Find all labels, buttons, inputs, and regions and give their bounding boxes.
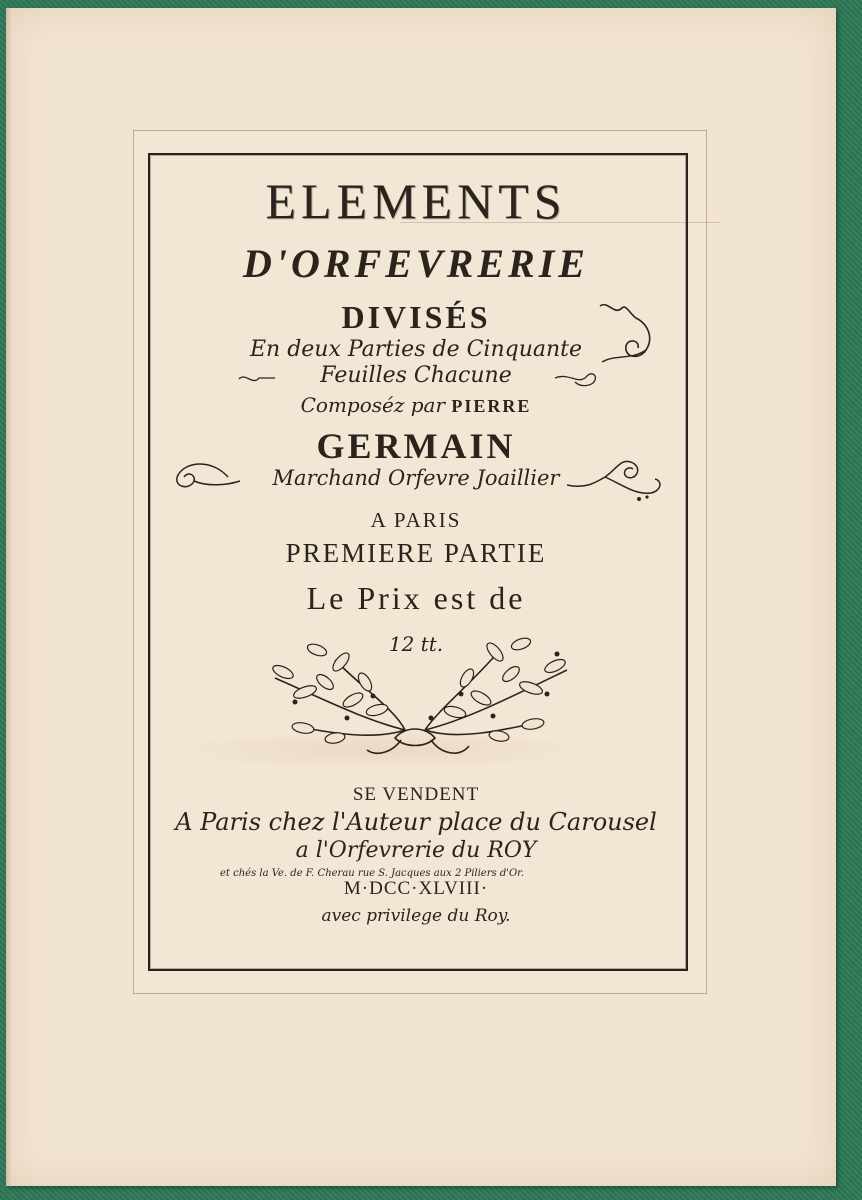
address-line-1: A Paris chez l'Auteur place du Carousel xyxy=(175,808,657,836)
occupation-line: Marchand Orfevre Joaillier xyxy=(272,466,560,490)
sale-heading: SE VENDENT xyxy=(352,784,480,805)
part-line: PREMIERE PARTIE xyxy=(285,538,547,568)
subtitle-orfevrerie: D'ORFEVRERIE xyxy=(243,241,589,286)
feuilles-line: Feuilles Chacune xyxy=(320,363,512,388)
printer-line: et chés la Ve. de F. Cherau rue S. Jacques aux 2 Piliers d'Or. xyxy=(220,868,525,879)
flourish-ornament xyxy=(168,455,243,495)
author-last-name: GERMAIN xyxy=(316,426,516,466)
laurel-wreath-ornament xyxy=(255,630,585,770)
composez-text: Composéz par xyxy=(300,393,446,417)
divises-heading: DIVISÉS xyxy=(341,299,491,335)
place-line: A PARIS xyxy=(370,508,462,532)
parts-line: En deux Parties de Cinquante xyxy=(249,337,583,362)
page-edge-shadow xyxy=(6,8,12,1186)
price-value: 12 tt. xyxy=(388,632,444,656)
composez-line xyxy=(148,393,684,417)
privilege-line: avec privilege du Roy. xyxy=(321,906,511,926)
title-elements: ELEMENTS xyxy=(265,173,567,229)
flourish-ornament xyxy=(565,455,670,505)
author-first-name: PIERRE xyxy=(451,396,532,416)
year-line: M·DCC·XLVIII· xyxy=(343,878,489,899)
price-label: Le Prix est de xyxy=(306,580,526,616)
address-line-2: a l'Orfevrerie du ROY xyxy=(295,838,537,863)
flourish-ornament xyxy=(235,368,605,390)
flourish-ornament xyxy=(596,298,660,368)
